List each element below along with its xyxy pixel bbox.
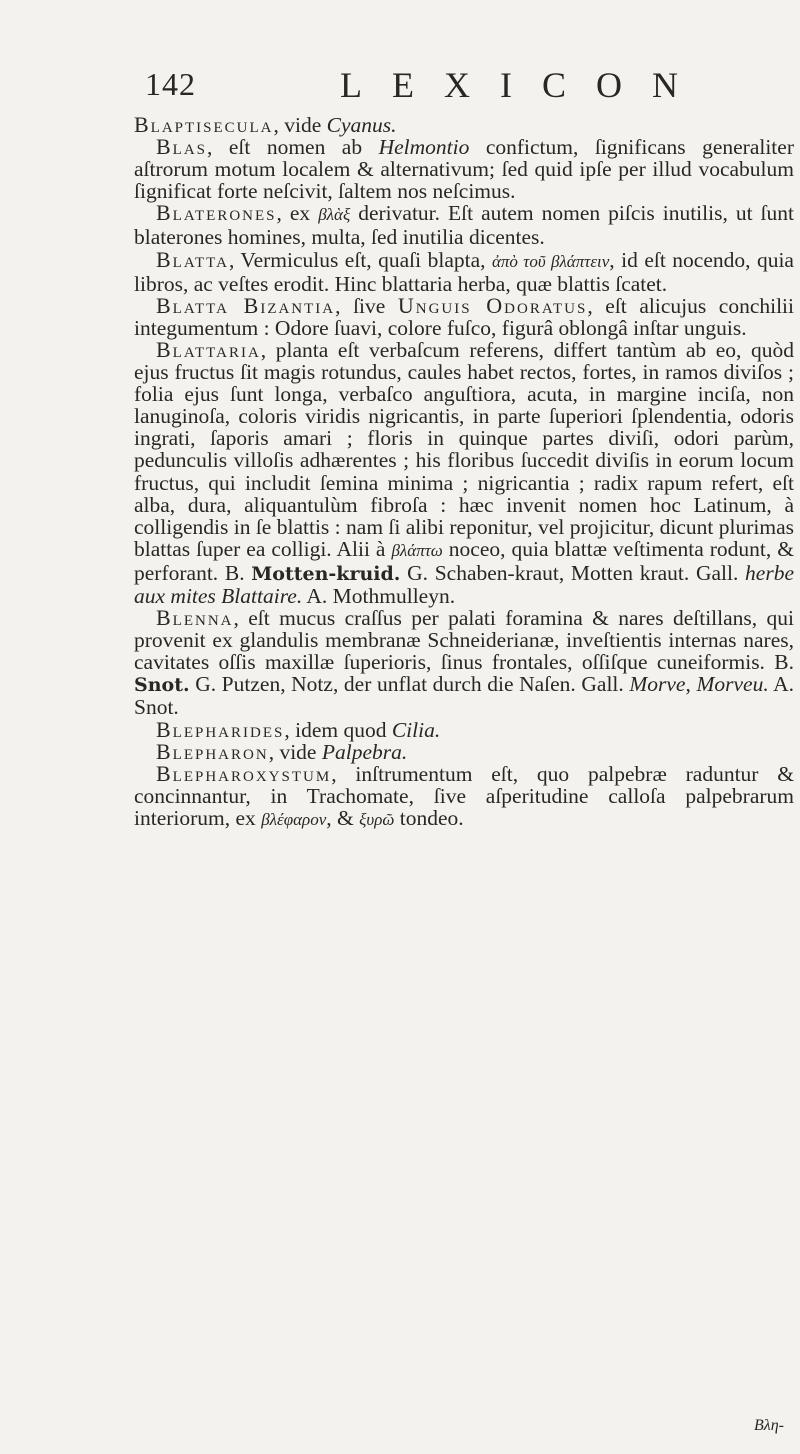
greek-text: βλὰξ [318, 205, 351, 225]
entry-text: noceo, quia blattæ veſtimenta rodunt, & perforant. B. [134, 536, 794, 585]
entry-text: A. Snot. [134, 672, 795, 720]
entry-text: derivatur. Eſt autem nomen piſcis inutilis, ut ſunt blaterones homines, multa, ſed inutilia dicentes. [134, 201, 794, 250]
headword: Blepharoxystum [156, 760, 332, 786]
dictionary-entry [134, 136, 794, 202]
greek-text: βλάπτω [391, 540, 443, 560]
headword: Blaptisecula [134, 112, 274, 137]
entry-text: confictum, ſignificans generaliter aſtrorum motum localem & alternativum; ſed quid ipſe per illud vocabulum ſignificat forte neſcivit, ſaltem nos neſcimus. [134, 135, 794, 204]
greek-text: ξυρῶ [359, 809, 395, 829]
italic-text: Cilia. [391, 717, 441, 742]
running-title: LEXICON [340, 65, 708, 105]
italic-text: Palpebra. [321, 739, 408, 764]
page-number: 142 [145, 66, 196, 102]
entry-text: , [685, 672, 697, 697]
dictionary-entry [134, 716, 794, 742]
dictionary-entry [134, 292, 794, 340]
dictionary-entry [134, 114, 794, 136]
dictionary-entry [134, 607, 794, 718]
headword: Blas [156, 134, 208, 160]
entry-text: , planta eſt verbaſcum referens, differt tantùm ab eo, quòd ejus fructus ſit magis rotundus, caules habet rectos, fortes, in ramos diviſos ; folia ejus ſunt longa, verbaſco anguſtiora, acuta, in margine inciſa, non lanuginoſa, coloris viridis nigricantis, in parte ſuperiori ſplendentia, odoris ingrati, ſaporis amari ; floris in quinque partes diviſi, odori parùm, pedunculis villoſis adhærentes ; his floribus ſuccedit diviſis in eorum locum fructus, qui includit ſemina minima ; nigricantia ; radix rapum refert, eſt alba, dura, aliquantulùm fibroſa : hæc invenit nomen hoc Latinum, à colligendis in ſe blattis : nam ſi alibi reponitur, vel projicitur, dicunt plurimas blattas ſuper ea colligi. Alii à [134, 337, 794, 561]
dictionary-entry [134, 246, 794, 296]
headword: Blatta [156, 246, 229, 272]
entry-text: , id eſt nocendo, quia libros, ac veſtes erodit. Hinc blattaria herba, quæ blattis ſcatet. [134, 247, 794, 296]
italic-text: Morveu. [696, 672, 769, 697]
dictionary-entry [134, 760, 794, 831]
entry-text: G. Putzen, Notz, der unflat durch die Naſen. Gall. [189, 672, 630, 697]
dictionary-entries [134, 114, 794, 831]
headword: Blenna [156, 605, 234, 631]
headword: Blaterones [156, 200, 277, 226]
blackletter-text: Snot. [134, 674, 190, 697]
italic-text: Cyanus. [326, 113, 397, 137]
headword: Blepharides [156, 716, 285, 742]
entry-text: , eſt nomen ab [207, 135, 379, 160]
entry-text: , idem quod [284, 717, 392, 742]
entry-text: , ex [276, 201, 319, 226]
dictionary-entry [134, 336, 794, 608]
italic-text: Helmontio [378, 135, 470, 160]
headword: Blepharon [156, 738, 269, 764]
entry-text: tondeo. [394, 805, 464, 830]
entry-text: , inſtrumentum eſt, quo palpebræ raduntur & concinnantur, in Trachomate, ſive aſperitudine calloſa palpebrarum interiorum, ex [134, 761, 794, 830]
headword: Blatta Bizantia [156, 292, 336, 318]
entry-text: , Vermiculus eſt, quaſi blapta, [228, 247, 492, 272]
page-header [0, 66, 800, 110]
greek-text: βλέφαρον [261, 809, 327, 829]
entry-text: A. Mothmulleyn. [302, 583, 456, 608]
dictionary-entry [134, 202, 794, 248]
italic-text: herbe aux mites Blattaire. [134, 560, 794, 608]
greek-text: ἀπὸ τοῦ βλάπτειν [491, 251, 610, 271]
catchword: Βλη- [754, 1417, 784, 1434]
entry-text: G. Schaben-kraut, Motten kraut. Gall. [400, 560, 746, 585]
entry-text: , & [326, 805, 360, 830]
headword: Unguis Odoratus [397, 292, 588, 318]
italic-text: Morve [629, 672, 686, 697]
entry-text: , vide [268, 739, 322, 764]
entry-text: , vide [273, 113, 327, 137]
entry-text: , eſt alicujus conchilii integumentum : Odore ſuavi, colore fuſco, figurâ oblongâ inſtar unguis. [134, 293, 794, 340]
dictionary-entry [134, 738, 794, 764]
entry-text: , ſive [335, 293, 398, 318]
entry-text: , eſt mucus craſſus per palati foramina & nares deſtillans, qui provenit ex glandulis membranæ Schneiderianæ, inveſtientis internas nares, cavitates oſſis maxillæ ſuperioris, ſinus frontales, oſſiſque cuneiformis. B. [134, 606, 794, 675]
headword: Blattaria [156, 336, 261, 362]
blackletter-text: Motten-kruid. [251, 562, 401, 585]
